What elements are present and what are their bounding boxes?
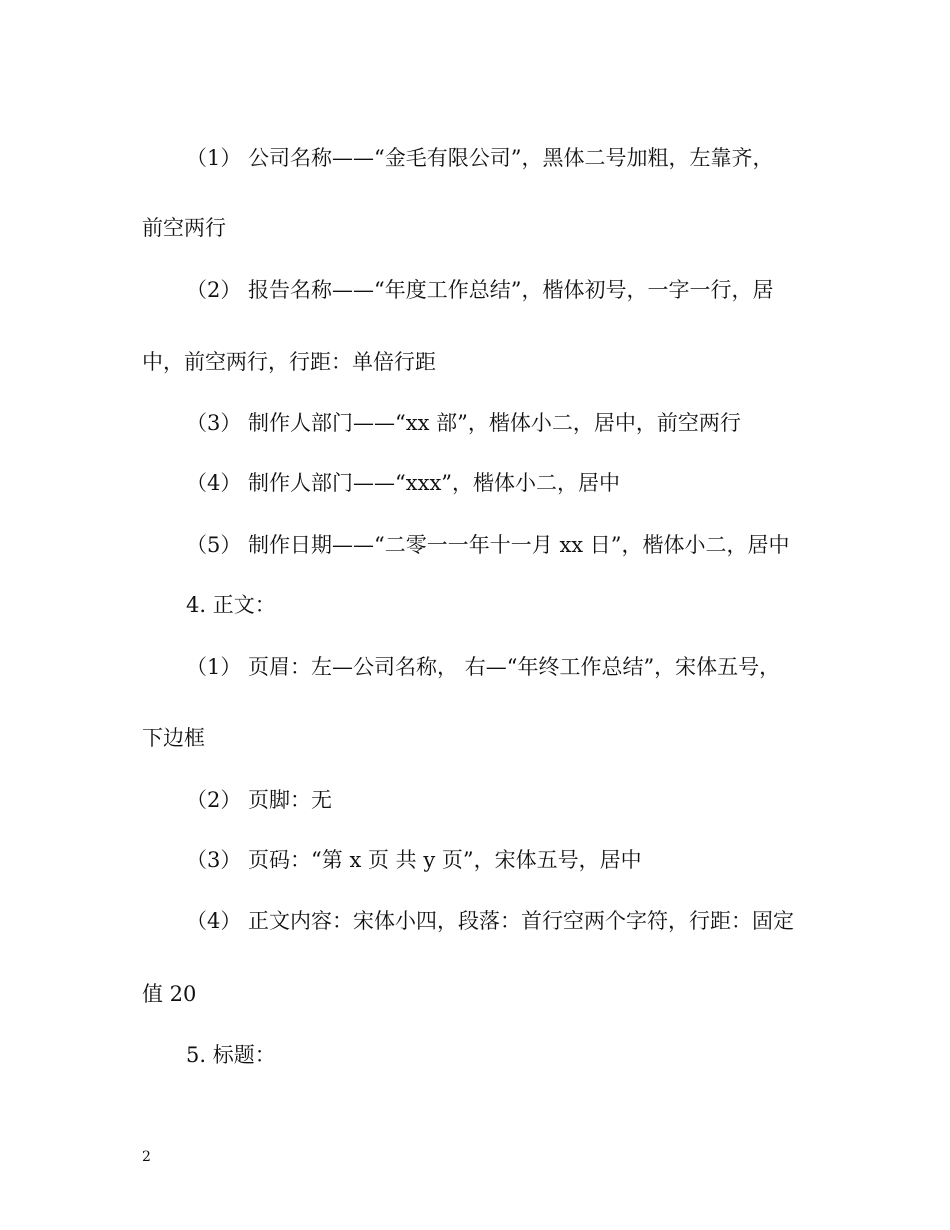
section-heading-body: 4. 正文： (186, 593, 276, 617)
section-heading-title: 5. 标题： (186, 1043, 276, 1067)
text-line-9: （1） 页眉：左—公司名称， 右—“年终工作总结”，宋体五号， (186, 655, 781, 679)
text-line-10: 下边框 (142, 726, 205, 750)
text-line-13: （4） 正文内容：宋体小四，段落：首行空两个字符，行距：固定 (186, 909, 795, 933)
text-line-6: （4） 制作人部门——“xxx”，楷体小二，居中 (186, 471, 621, 495)
text-line-5: （3） 制作人部门——“xx 部”，楷体小二，居中，前空两行 (186, 411, 741, 435)
text-line-2: 前空两行 (142, 216, 226, 240)
text-line-12: （3） 页码：“第 x 页 共 y 页”，宋体五号，居中 (186, 848, 642, 872)
text-line-14: 值 20 (142, 982, 197, 1006)
text-line-1: （1） 公司名称——“金毛有限公司”，黑体二号加粗，左靠齐， (186, 146, 774, 170)
text-line-4: 中，前空两行，行距：单倍行距 (142, 350, 436, 374)
text-line-7: （5） 制作日期——“二零一一年十一月 xx 日”，楷体小二，居中 (186, 533, 790, 557)
text-line-3: （2） 报告名称——“年度工作总结”，楷体初号，一字一行，居 (186, 278, 774, 302)
page-number: 2 (142, 1149, 151, 1165)
text-line-11: （2） 页脚：无 (186, 788, 333, 812)
